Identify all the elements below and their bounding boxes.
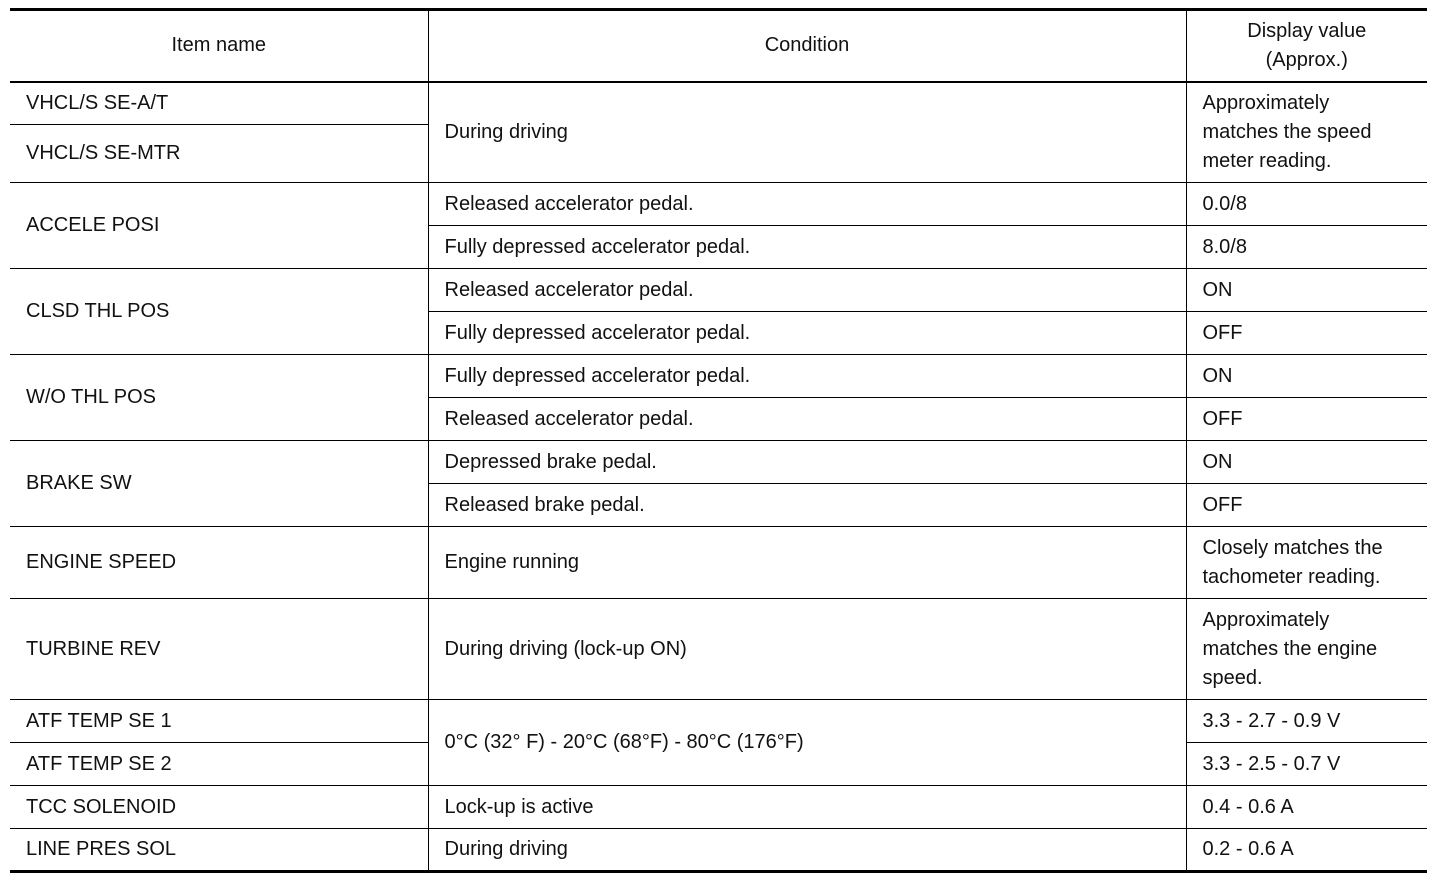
item-brake-sw: BRAKE SW: [26, 472, 132, 494]
condition-cell: [428, 183, 1186, 226]
display-value-cell: [1186, 269, 1427, 312]
table-row: [10, 786, 1427, 829]
value-vhcl-line1: Approximately: [1202, 91, 1330, 114]
item-name-cell: [10, 527, 428, 599]
condition-wo-2: Released accelerator pedal.: [444, 407, 694, 430]
header-item-name: [10, 10, 428, 82]
header-condition: [428, 10, 1186, 82]
item-vhcl-at: VHCL/S SE-A/T: [26, 91, 169, 114]
item-atf-temp-se-2: ATF TEMP SE 2: [26, 752, 172, 775]
condition-line-pres: During driving: [444, 838, 568, 860]
item-tcc-solenoid: TCC SOLENOID: [26, 795, 177, 818]
condition-brake-1: Depressed brake pedal.: [444, 450, 657, 473]
item-vhcl-mtr: VHCL/S SE-MTR: [26, 142, 181, 164]
display-value-cell: [1186, 398, 1427, 441]
value-wo-1: ON: [1202, 364, 1233, 387]
table-row: [10, 829, 1427, 872]
value-atf-2: 3.3 - 2.5 - 0.7 V: [1202, 752, 1341, 775]
item-name-cell: [10, 786, 428, 829]
item-name-cell: [10, 125, 428, 183]
condition-cell: [428, 82, 1186, 183]
condition-cell: [428, 226, 1186, 269]
display-value-cell: [1186, 599, 1427, 700]
value-atf-1: 3.3 - 2.7 - 0.9 V: [1202, 709, 1341, 732]
value-accele-1: 0.0/8: [1202, 192, 1247, 215]
condition-brake-2: Released brake pedal.: [444, 493, 645, 516]
condition-cell: [428, 484, 1186, 527]
condition-turbine: During driving (lock-up ON): [444, 637, 687, 660]
condition-engine: Engine running: [444, 551, 580, 573]
condition-cell: [428, 700, 1186, 786]
item-name-cell: [10, 355, 428, 441]
item-name-cell: [10, 183, 428, 269]
condition-cell: [428, 829, 1186, 872]
item-turbine-rev: TURBINE REV: [26, 637, 161, 660]
value-tcc: 0.4 - 0.6 A: [1202, 795, 1294, 818]
display-value-cell: [1186, 183, 1427, 226]
table-row: [10, 183, 1427, 226]
condition-cell: [428, 269, 1186, 312]
value-turbine-line2: matches the engine: [1202, 637, 1378, 660]
data-monitor-spec-table: [10, 8, 1427, 873]
value-brake-2: OFF: [1202, 493, 1243, 516]
item-wo-thl-pos: W/O THL POS: [26, 386, 157, 408]
item-name-cell: [10, 82, 428, 125]
display-value-cell: [1186, 743, 1427, 786]
condition-atf: 0°C (32° F) - 20°C (68°F) - 80°C (176°F): [444, 731, 804, 753]
display-value-cell: [1186, 312, 1427, 355]
display-value-cell: [1186, 82, 1427, 183]
value-engine-line1: Closely matches the: [1202, 536, 1383, 559]
value-line-pres: 0.2 - 0.6 A: [1202, 838, 1294, 860]
condition-cell: [428, 786, 1186, 829]
condition-cell: [428, 527, 1186, 599]
condition-cell: [428, 355, 1186, 398]
condition-cell: [428, 441, 1186, 484]
value-turbine-line3: speed.: [1202, 666, 1263, 689]
condition-accele-1: Released accelerator pedal.: [444, 192, 694, 215]
item-name-cell: [10, 599, 428, 700]
value-turbine-line1: Approximately: [1202, 608, 1330, 631]
display-value-cell: [1186, 829, 1427, 872]
display-value-cell: [1186, 226, 1427, 269]
header-condition-label: Condition: [764, 34, 850, 57]
display-value-cell: [1186, 700, 1427, 743]
item-engine-speed: ENGINE SPEED: [26, 551, 177, 573]
item-accele-posi: ACCELE POSI: [26, 214, 160, 236]
table-row: [10, 700, 1427, 743]
condition-accele-2: Fully depressed accelerator pedal.: [444, 235, 751, 258]
table-row: [10, 82, 1427, 125]
condition-tcc: Lock-up is active: [444, 795, 594, 818]
table-row: [10, 269, 1427, 312]
table-row: [10, 599, 1427, 700]
value-engine-line2: tachometer reading.: [1202, 565, 1381, 588]
condition-clsd-1: Released accelerator pedal.: [444, 278, 694, 301]
display-value-cell: [1186, 441, 1427, 484]
value-wo-2: OFF: [1202, 407, 1243, 430]
item-atf-temp-se-1: ATF TEMP SE 1: [26, 709, 172, 732]
item-name-cell: [10, 743, 428, 786]
item-clsd-thl-pos: CLSD THL POS: [26, 300, 170, 322]
header-display-value-line1: Display value: [1247, 19, 1367, 42]
value-vhcl-line2: matches the speed: [1202, 120, 1372, 143]
condition-clsd-2: Fully depressed accelerator pedal.: [444, 321, 751, 344]
item-name-cell: [10, 700, 428, 743]
item-name-cell: [10, 269, 428, 355]
header-display-value-line2: (Approx.): [1265, 48, 1348, 71]
display-value-cell: [1186, 355, 1427, 398]
condition-cell: [428, 599, 1186, 700]
value-clsd-2: OFF: [1202, 321, 1243, 344]
condition-vhcl: During driving: [444, 120, 568, 143]
value-vhcl-line3: meter reading.: [1202, 149, 1332, 172]
display-value-cell: [1186, 484, 1427, 527]
table-row: [10, 527, 1427, 599]
item-line-pres-sol: LINE PRES SOL: [26, 838, 177, 860]
display-value-cell: [1186, 527, 1427, 599]
item-name-cell: [10, 441, 428, 527]
condition-cell: [428, 312, 1186, 355]
header-display-value: [1186, 10, 1427, 82]
value-brake-1: ON: [1202, 450, 1233, 473]
display-value-cell: [1186, 786, 1427, 829]
condition-cell: [428, 398, 1186, 441]
value-accele-2: 8.0/8: [1202, 235, 1247, 258]
table-row: [10, 355, 1427, 398]
value-clsd-1: ON: [1202, 278, 1233, 301]
header-item-name-label: Item name: [171, 34, 266, 57]
table-header-row: [10, 10, 1427, 82]
table-row: [10, 441, 1427, 484]
condition-wo-1: Fully depressed accelerator pedal.: [444, 364, 751, 387]
item-name-cell: [10, 829, 428, 872]
